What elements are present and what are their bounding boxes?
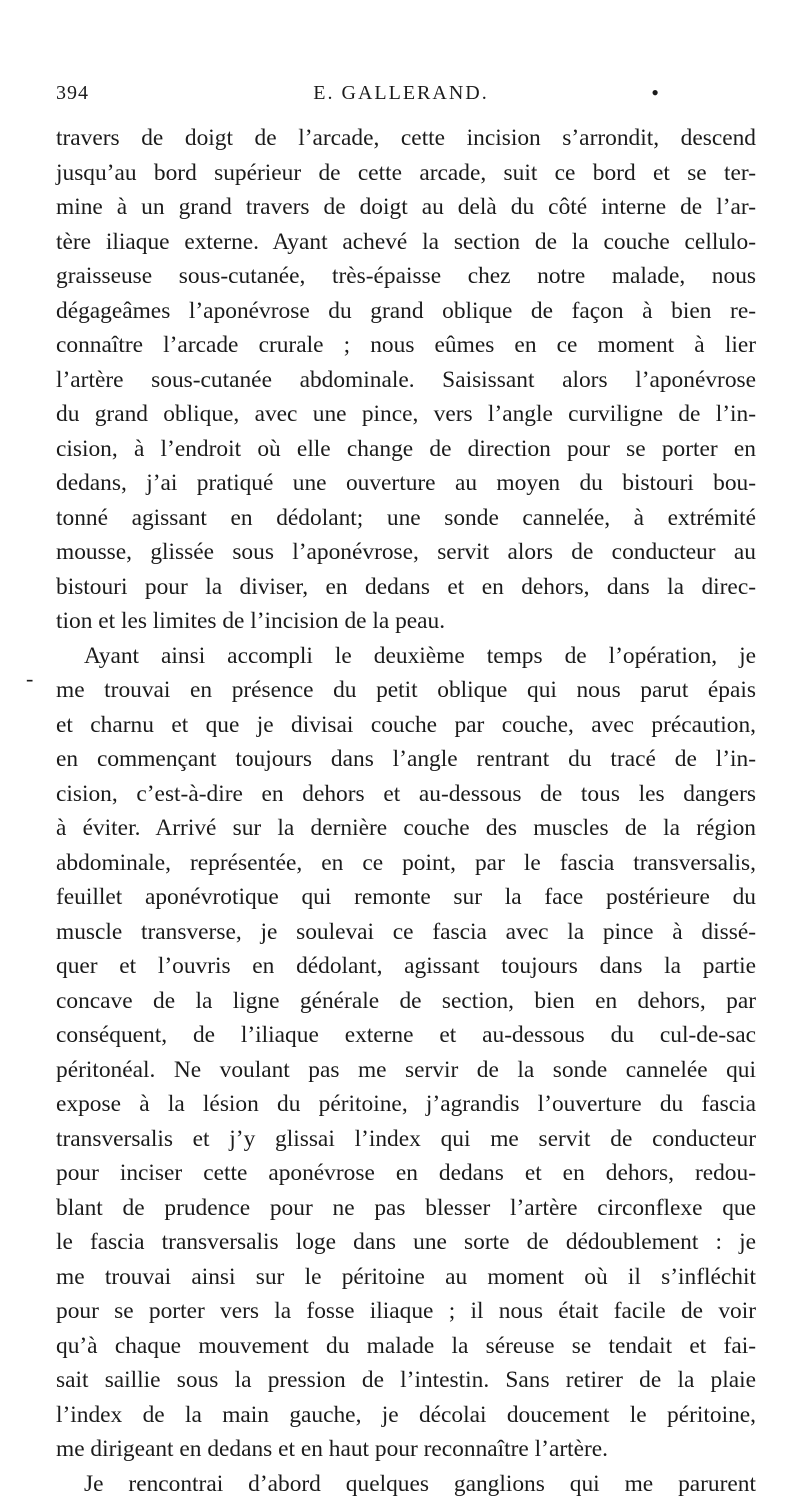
text-line: quer et l’ouvris en dédolant, agissant toujours dans la partie xyxy=(56,949,756,984)
text-line: péritonéal. Ne voulant pas me servir de la sonde cannelée qui xyxy=(56,1053,756,1088)
text-line: me trouvai ainsi sur le péritoine au moment où il s’infléchit xyxy=(56,1260,756,1295)
text-line: expose à la lésion du péritoine, j’agrandis l’ouverture du fascia xyxy=(56,1087,756,1122)
text-line: pour se porter vers la fosse iliaque ; il nous était facile de voir xyxy=(56,1294,756,1329)
text-line: transversalis et j’y glissai l’index qui me servit de conducteur xyxy=(56,1122,756,1157)
text-line: cision, c’est-à-dire en dehors et au-dessous de tous les dangers xyxy=(56,777,756,812)
text-line: en commençant toujours dans l’angle rentrant du tracé de l’in- xyxy=(56,742,756,777)
text-line: me dirigeant en dedans et en haut pour reconnaître l’artère. xyxy=(56,1432,756,1467)
text-line: tonné agissant en dédolant; une sonde cannelée, à extrémité xyxy=(56,501,756,536)
text-line: pour inciser cette aponévrose en dedans et en dehors, redou- xyxy=(56,1156,756,1191)
text-line: cision, à l’endroit où elle change de direction pour se porter en xyxy=(56,432,756,467)
text-line: à éviter. Arrivé sur la dernière couche des muscles de la région xyxy=(56,811,756,846)
text-line: conséquent, de l’iliaque externe et au-dessous du cul-de-sac xyxy=(56,1018,756,1053)
text-line: blant de prudence pour ne pas blesser l’artère circonflexe que xyxy=(56,1191,756,1226)
paragraph xyxy=(56,121,756,639)
text-line: me trouvai en présence du petit oblique qui nous parut épais xyxy=(56,673,756,708)
text-line: l’index de la main gauche, je décolai doucement le péritoine, xyxy=(56,1398,756,1433)
text-line: feuillet aponévrotique qui remonte sur la face postérieure du xyxy=(56,880,756,915)
text-line: l’artère sous-cutanée abdominale. Saisissant alors l’aponévrose xyxy=(56,363,756,398)
text-line: du grand oblique, avec une pince, vers l’angle curviligne de l’in- xyxy=(56,397,756,432)
page-number: 394 xyxy=(56,82,89,105)
text-line: bistouri pour la diviser, en dedans et en dehors, dans la direc- xyxy=(56,570,756,605)
text-line: concave de la ligne générale de section, bien en dehors, par xyxy=(56,984,756,1019)
text-line: mousse, glissée sous l’aponévrose, servit alors de conducteur au xyxy=(56,535,756,570)
text-line: et charnu et que je divisai couche par couche, avec précaution, xyxy=(56,708,756,743)
text-line: abdominale, représentée, en ce point, par le fascia transversalis, xyxy=(56,846,756,881)
text-line: travers de doigt de l’arcade, cette incision s’arrondit, descend xyxy=(56,121,756,156)
margin-mark: - xyxy=(26,666,33,692)
text-line: jusqu’au bord supérieur de cette arcade, suit ce bord et se ter- xyxy=(56,156,756,191)
text-line: graisseuse sous-cutanée, très-épaisse chez notre malade, nous xyxy=(56,259,756,294)
header-dot-mark: • xyxy=(651,80,660,106)
page-header xyxy=(56,82,746,112)
text-line: dedans, j’ai pratiqué une ouverture au moyen du bistouri bou- xyxy=(56,466,756,501)
text-line: connaître l’arcade crurale ; nous eûmes en ce moment à lier xyxy=(56,328,756,363)
text-line: sait saillie sous la pression de l’intestin. Sans retirer de la plaie xyxy=(56,1363,756,1398)
body-text xyxy=(56,121,756,1501)
running-title: E. GALLERAND. xyxy=(56,82,746,105)
text-line: dégageâmes l’aponévrose du grand oblique de façon à bien re- xyxy=(56,294,756,329)
text-line: mine à un grand travers de doigt au delà du côté interne de l’ar- xyxy=(56,190,756,225)
paragraph xyxy=(56,639,756,1467)
text-line: muscle transverse, je soulevai ce fascia avec la pince à dissé- xyxy=(56,915,756,950)
text-line: qu’à chaque mouvement du malade la séreuse se tendait et fai- xyxy=(56,1329,756,1364)
text-line: Je rencontrai d’abord quelques ganglions qui me parurent xyxy=(56,1467,756,1501)
paragraph xyxy=(56,1467,756,1501)
text-line: Ayant ainsi accompli le deuxième temps de l’opération, je xyxy=(56,639,756,674)
text-line: tère iliaque externe. Ayant achevé la section de la couche cellulo- xyxy=(56,225,756,260)
text-line: le fascia transversalis loge dans une sorte de dédoublement : je xyxy=(56,1225,756,1260)
text-line: tion et les limites de l’incision de la peau. xyxy=(56,604,756,639)
